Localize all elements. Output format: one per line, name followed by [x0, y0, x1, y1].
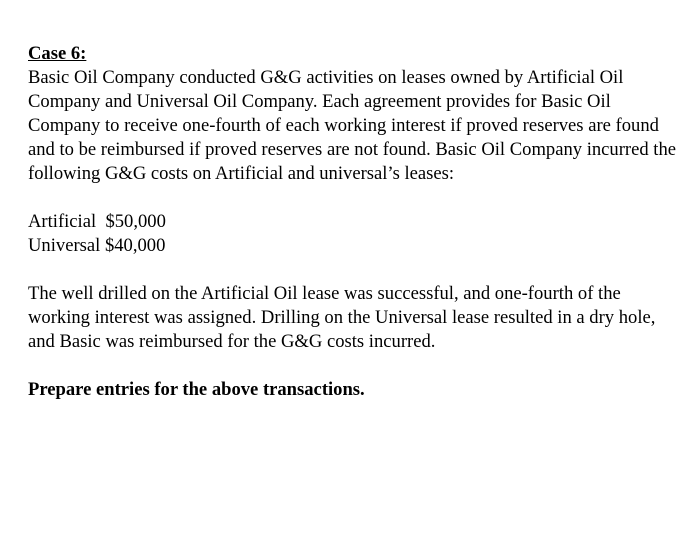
cost-line-artificial: [28, 210, 678, 234]
case-outcome-paragraph: The well drilled on the Artificial Oil lease was successful, and one-fourth of the working interest was assigned. Drilling on the Universal lease resulted in a dry hole, and Basic was reimbursed for the G&G costs incurred.: [28, 283, 656, 352]
paragraph-spacer: [28, 354, 678, 378]
cost-line-universal: [28, 234, 678, 258]
paragraph-spacer: [28, 186, 678, 210]
case-document: [28, 42, 678, 402]
case-intro-paragraph: Basic Oil Company conducted G&G activities on leases owned by Artificial Oil Company and Universal Oil Company. Each agreement provides for Basic Oil Company to receive one-fourth of each working interest if proved reserves are found and to be reimbursed if proved reserves are not found. Basic Oil Company incurred the following G&G costs on Artificial and universal’s leases:: [28, 67, 677, 184]
cost-label: Universal: [28, 235, 101, 256]
cost-list: [28, 210, 678, 258]
cost-amount: $40,000: [104, 235, 166, 256]
case-instruction: Prepare entries for the above transactions.: [28, 379, 365, 400]
case-heading: Case 6:: [28, 43, 87, 64]
cost-label: Artificial: [28, 211, 97, 232]
cost-amount: $50,000: [105, 211, 166, 232]
paragraph-spacer: [28, 258, 678, 282]
